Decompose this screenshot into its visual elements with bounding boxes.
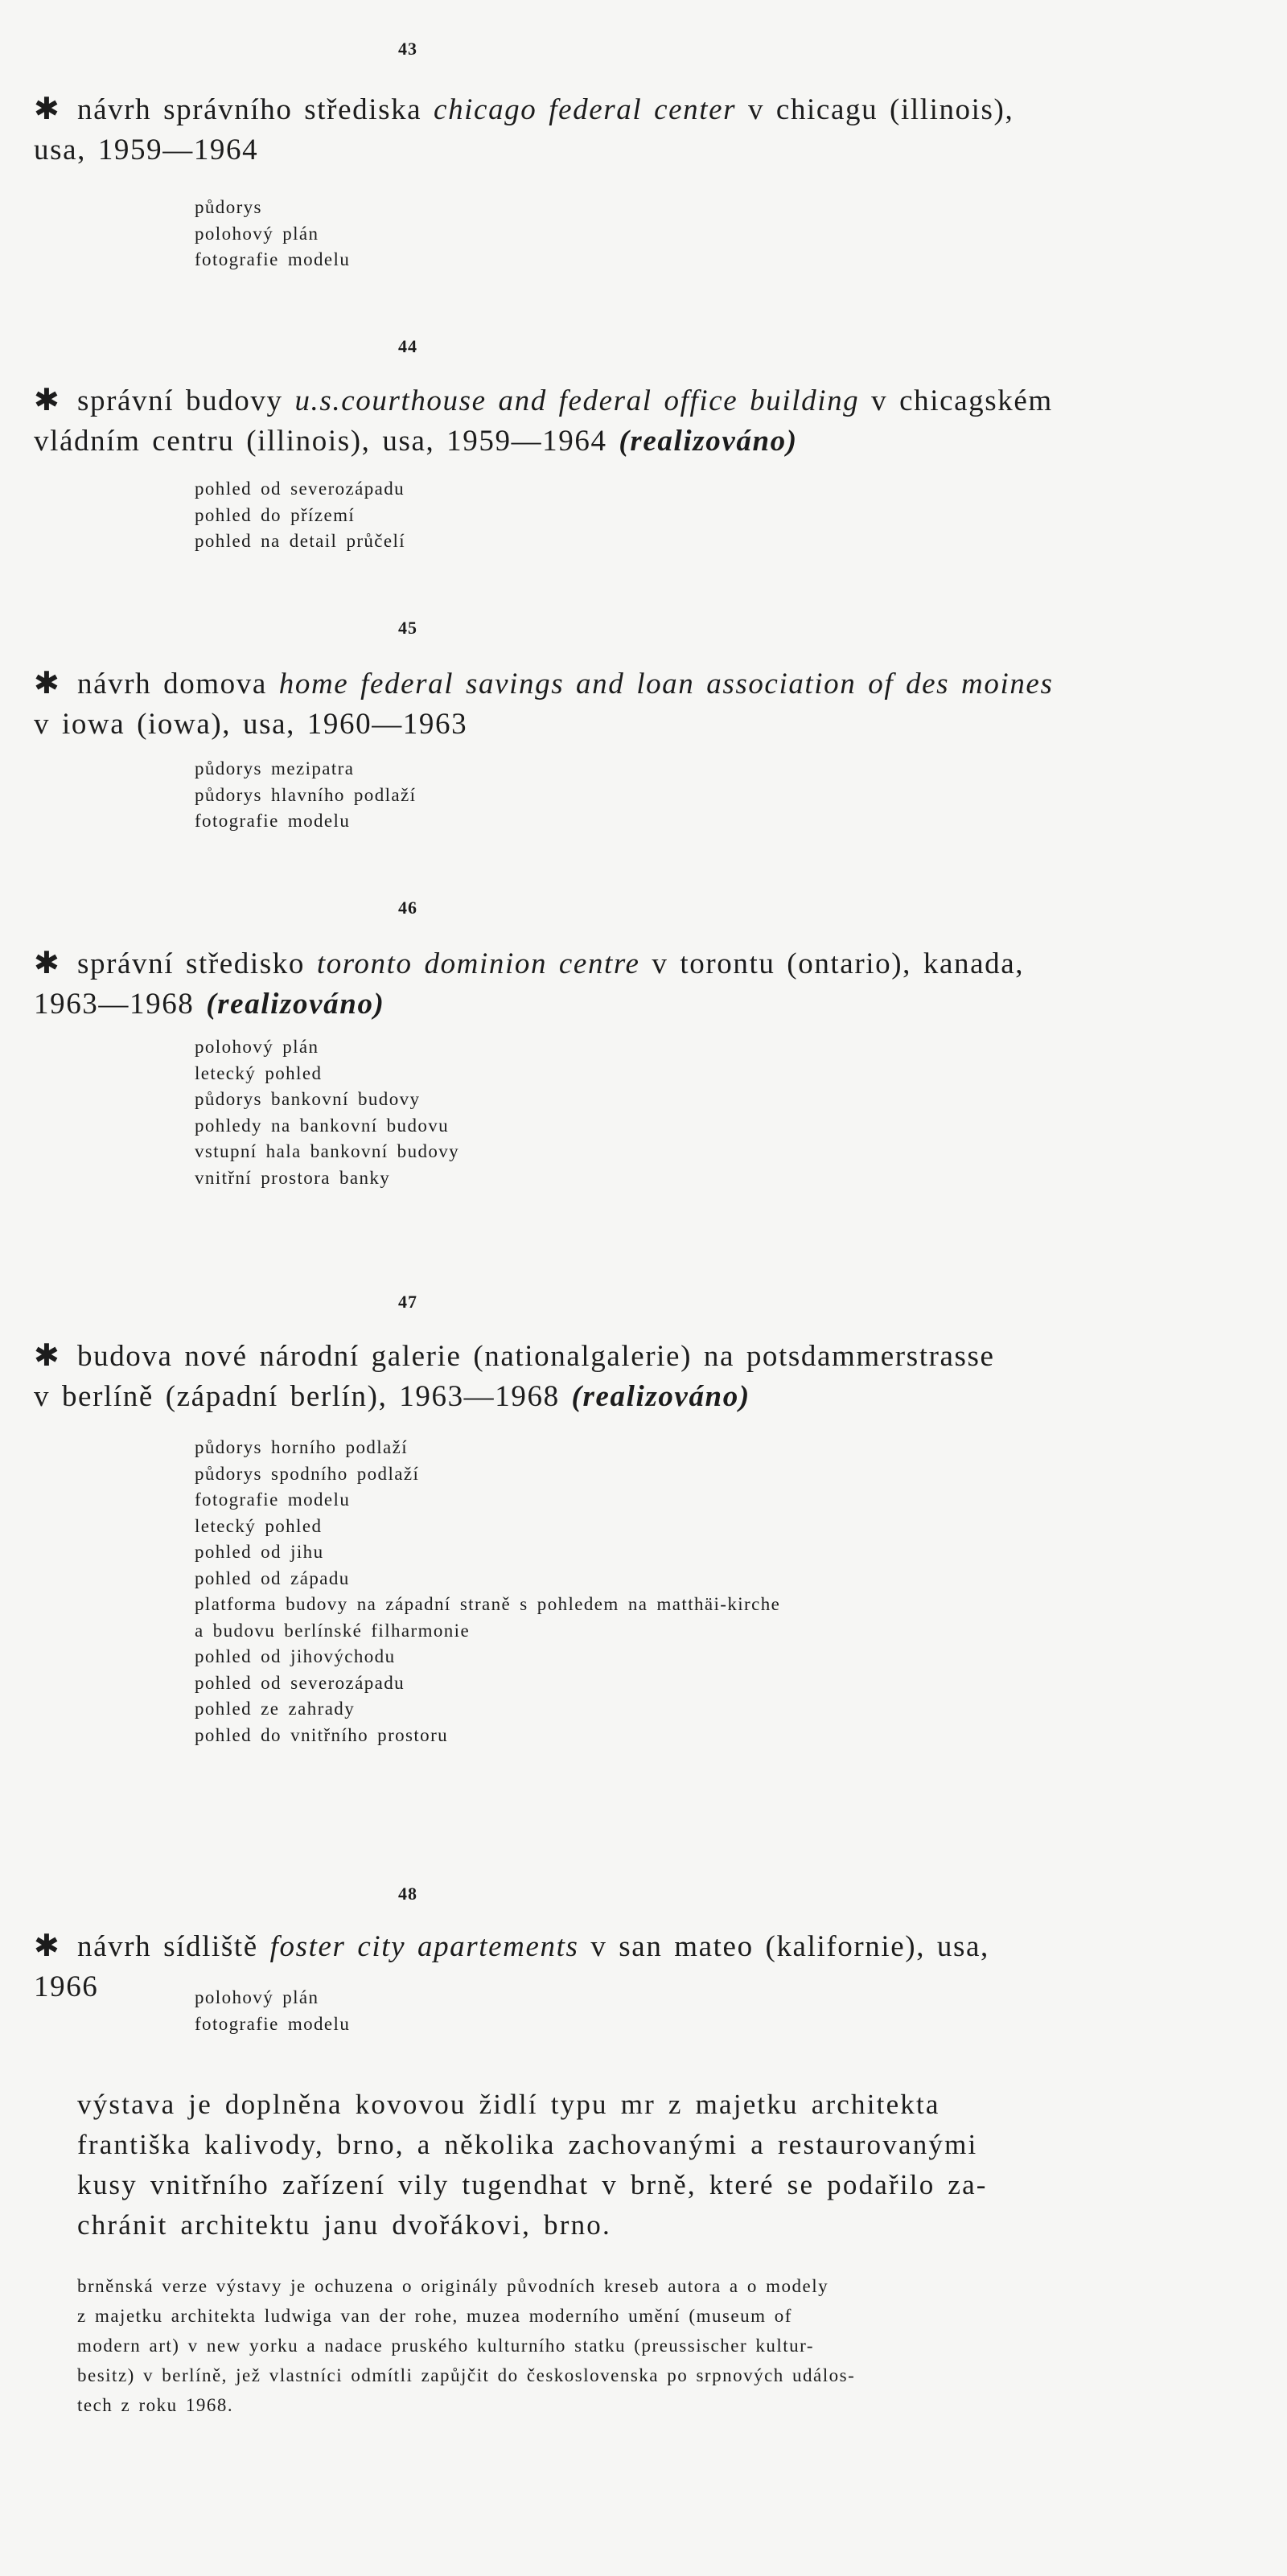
asterisk-icon: ✱ [34, 945, 61, 980]
entry-item: pohled do vnitřního prostoru [195, 1724, 449, 1745]
entry-item: pohled od jihu [195, 1542, 324, 1562]
closing-line: kusy vnitřního zařízení vily tugendhat v brně, které se podařilo za- [77, 2169, 988, 2200]
title-realized: (realizováno) [619, 425, 798, 458]
title-part: návrh správního střediska [77, 93, 434, 126]
entry-item: půdorys mezipatra [195, 758, 355, 779]
title-italic: chicago federal center [434, 93, 737, 126]
entry-items [195, 1034, 1079, 1191]
title-part: návrh sídliště [77, 1930, 270, 1963]
title-part: 1963—1968 [34, 988, 207, 1021]
entry-item: letecký pohled [195, 1062, 323, 1083]
title-italic: toronto dominion centre [316, 947, 640, 980]
title-realized: (realizováno) [571, 1380, 750, 1413]
entry-item: polohový plán [195, 1037, 319, 1057]
entry-item: pohled od severozápadu [195, 479, 405, 499]
entry-number: 44 [398, 336, 417, 356]
title-part: v torontu (ontario), kanada, [639, 947, 1025, 980]
entry-item: pohled od severozápadu [195, 1672, 405, 1693]
title-part: usa, 1959—1964 [34, 134, 259, 166]
entry-title [34, 663, 1112, 745]
entry-item: fotografie modelu [195, 811, 351, 831]
entry-number: 48 [398, 1884, 417, 1904]
entry-title [34, 380, 1112, 462]
note-line: modern art) v new yorku a nadace pruského kulturního statku (preussischer kultur- [77, 2336, 815, 2356]
entry-item: a budovu berlínské filharmonie [195, 1620, 471, 1641]
title-part: v chicagu (illinois), [736, 93, 1014, 126]
title-part: v san mateo (kalifornie), usa, [578, 1930, 989, 1963]
closing-paragraph [77, 2085, 1187, 2245]
entry-number: 46 [398, 898, 417, 918]
entry-item: polohový plán [195, 223, 319, 244]
entry-title [34, 1335, 1112, 1417]
entry-item: půdorys [195, 197, 262, 217]
title-part: správní středisko [77, 947, 317, 980]
asterisk-icon: ✱ [34, 1337, 61, 1373]
entry-items [195, 1985, 1079, 2037]
asterisk-icon: ✱ [34, 1928, 61, 1963]
entry-item: půdorys spodního podlaží [195, 1463, 420, 1484]
entry-item: pohled na detail průčelí [195, 531, 406, 551]
title-italic: home federal savings and loan association of des moines [278, 668, 1054, 700]
entry-item: vstupní hala bankovní budovy [195, 1141, 460, 1161]
entry-item: vnitřní prostora banky [195, 1167, 391, 1188]
entry-item: pohled do přízemí [195, 504, 356, 525]
entry-item: polohový plán [195, 1987, 319, 2007]
title-part: v iowa (iowa), usa, 1960—1963 [34, 708, 468, 741]
asterisk-icon: ✱ [34, 382, 61, 417]
entry-number: 47 [398, 1292, 417, 1312]
title-part: budova nové národní galerie (nationalgalerie) na potsdammerstrasse [77, 1340, 995, 1373]
entry-item: půdorys hlavního podlaží [195, 784, 417, 805]
entry-items [195, 476, 1079, 555]
note-line: z majetku architekta ludwiga van der rohe, muzea moderního umění (museum of [77, 2306, 792, 2326]
title-italic: u.s.courthouse and federal office building [294, 384, 860, 417]
note-line: tech z roku 1968. [77, 2395, 234, 2415]
entry-item: fotografie modelu [195, 249, 351, 269]
entry-items [195, 756, 1079, 835]
entry-title [34, 943, 1112, 1025]
closing-line: františka kalivody, brno, a několika zachovanými a restaurovanými [77, 2129, 978, 2160]
entry-item: pohled ze zahrady [195, 1699, 356, 1719]
closing-line: výstava je doplněna kovovou židlí typu mr z majetku architekta [77, 2089, 940, 2120]
entry-item: půdorys horního podlaží [195, 1437, 409, 1457]
entry-items [195, 1435, 1079, 1748]
entry-item: letecký pohled [195, 1515, 323, 1536]
note-paragraph [77, 2271, 1187, 2420]
entry-item: fotografie modelu [195, 1489, 351, 1510]
title-realized: (realizováno) [206, 988, 385, 1021]
asterisk-icon: ✱ [34, 665, 61, 700]
entry-title [34, 88, 1112, 171]
entry-item: pohled od západu [195, 1567, 350, 1588]
asterisk-icon: ✱ [34, 91, 61, 126]
note-line: besitz) v berlíně, jež vlastníci odmítli zapůjčit do československa po srpnových událos- [77, 2365, 856, 2385]
entry-item: pohledy na bankovní budovu [195, 1115, 450, 1136]
title-part: v berlíně (západní berlín), 1963—1968 [34, 1380, 572, 1413]
title-part: vládním centru (illinois), usa, 1959—1964 [34, 425, 619, 458]
title-part: správní budovy [77, 384, 295, 417]
title-italic: foster city apartements [269, 1930, 579, 1963]
entry-number: 43 [398, 39, 417, 59]
entry-item: platforma budovy na západní straně s pohledem na matthäi-kirche [195, 1594, 781, 1614]
entry-items [195, 195, 1079, 273]
title-part: návrh domova [77, 668, 279, 700]
entry-item: fotografie modelu [195, 2013, 351, 2034]
note-line: brněnská verze výstavy je ochuzena o originály původních kreseb autora a o modely [77, 2276, 829, 2296]
title-part: 1966 [34, 1970, 99, 2003]
entry-number: 45 [398, 618, 417, 638]
entry-item: pohled od jihovýchodu [195, 1646, 396, 1666]
entry-item: půdorys bankovní budovy [195, 1089, 421, 1109]
title-part: v chicagském [859, 384, 1053, 417]
closing-line: chránit architektu janu dvořákovi, brno. [77, 2209, 611, 2241]
